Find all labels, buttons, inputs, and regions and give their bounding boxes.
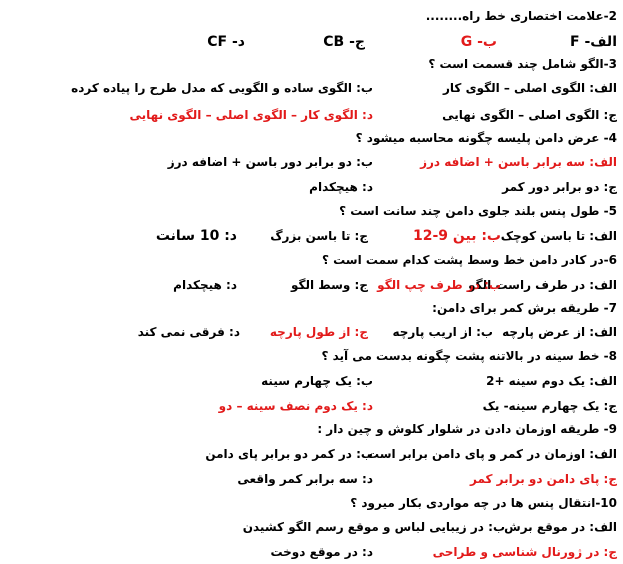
question-2 — [0, 4, 623, 28]
question-9 — [0, 417, 623, 441]
option-c: ج: الگوی اصلی – الگوی نهایی — [442, 108, 617, 122]
options-9-row-2 — [0, 467, 623, 491]
question-text: 10-انتقال پنس ها در چه مواردی بکار میرود ؟ — [350, 496, 617, 510]
option-c: ج: وسط الگو — [290, 278, 368, 292]
question-3 — [0, 52, 623, 76]
question-text: 3-الگو شامل چند قسمت است ؟ — [428, 57, 617, 71]
options-5 — [0, 224, 623, 248]
option-b: ب: در کمر دو برابر پای دامن — [205, 447, 373, 461]
option-a: الف: الگوی اصلی – الگوی کار — [443, 81, 617, 95]
option-b: ب: یک چهارم سینه — [261, 374, 373, 388]
option-a: الف: در موقع برش — [504, 520, 617, 534]
question-text: 8- خط سینه در بالاتنه پشت چگونه بدست می آید ؟ — [321, 349, 617, 363]
options-3-row-1 — [0, 76, 623, 100]
option-a: الف: در طرف راست الگو — [468, 278, 617, 292]
question-4 — [0, 126, 623, 150]
option-b: ب: در طرف چپ الگو — [377, 278, 501, 292]
option-c: ج: در ژورنال شناسی و طراحی — [432, 545, 617, 559]
option-d: د: سه برابر کمر واقعی — [237, 472, 373, 486]
question-text: 9- طریقه اوزمان دادن در شلوار کلوش و چین دار : — [317, 422, 617, 436]
option-b: ب: الگوی ساده و الگویی که مدل طرح را پیاده کرده — [71, 81, 373, 95]
option-d: د: الگوی کار – الگوی اصلی – الگوی نهایی — [129, 108, 373, 122]
options-10-row-2 — [0, 540, 623, 564]
options-4-row-2 — [0, 175, 623, 199]
options-10-row-1 — [0, 515, 623, 539]
option-d: د- CF — [207, 34, 245, 50]
question-text: 6-در کادر دامن خط وسط پشت کدام سمت است ؟ — [321, 253, 617, 267]
option-b: ب: از اریب پارچه — [392, 325, 493, 339]
option-a: الف: یک دوم سینه +2 — [486, 374, 617, 388]
option-a: الف: سه برابر باسن + اضافه درز — [420, 155, 617, 169]
options-2 — [0, 30, 623, 54]
question-7 — [0, 296, 623, 320]
question-6 — [0, 248, 623, 272]
option-b: ب: دو برابر دور باسن + اضافه درز — [167, 155, 373, 169]
option-c: ج: تا باسن بزرگ — [270, 229, 368, 243]
question-text: 4- عرض دامن پلیسه چگونه محاسبه میشود ؟ — [355, 131, 617, 145]
question-text: 2-علامت اختصاری خط راه........ — [425, 9, 617, 23]
question-8 — [0, 344, 623, 368]
option-d: د: هیچکدام — [173, 278, 237, 292]
options-9-row-1 — [0, 442, 623, 466]
options-8-row-2 — [0, 394, 623, 418]
options-6 — [0, 273, 623, 297]
option-d: د: هیچکدام — [309, 180, 373, 194]
option-c: ج- CB — [323, 34, 365, 50]
option-b: ب: بین 9-12 — [412, 228, 501, 244]
question-text: 7- طریقه برش کمر برای دامن: — [432, 301, 617, 315]
option-c: ج: پای دامن دو برابر کمر — [469, 472, 617, 486]
question-5 — [0, 199, 623, 223]
option-a: الف: تا باسن کوچک — [500, 229, 617, 243]
option-d: د: یک دوم نصف سینه – دو — [218, 399, 373, 413]
options-8-row-1 — [0, 369, 623, 393]
option-b: ب- G — [460, 34, 497, 50]
options-3-row-2 — [0, 103, 623, 127]
option-c: ج: یک چهارم سینه- یک — [482, 399, 617, 413]
option-d: د: فرقی نمی کند — [137, 325, 240, 339]
option-c: ج: از طول پارچه — [269, 325, 368, 339]
option-a: الف- F — [570, 34, 617, 50]
option-d: د: در موقع دوخت — [270, 545, 373, 559]
option-d: د: 10 سانت — [155, 228, 237, 244]
option-c: ج: دو برابر دور کمر — [502, 180, 617, 194]
question-10 — [0, 491, 623, 515]
question-text: 5- طول پنس بلند جلوی دامن چند سانت است ؟ — [339, 204, 617, 218]
option-a: الف: از عرض پارچه — [502, 325, 617, 339]
option-a: الف: اوزمان در کمر و پای دامن برابر است — [367, 447, 617, 461]
options-4-row-1 — [0, 150, 623, 174]
options-7 — [0, 320, 623, 344]
option-b: ب: در زیبایی لباس و موقع رسم الگو کشیدن — [242, 520, 505, 534]
